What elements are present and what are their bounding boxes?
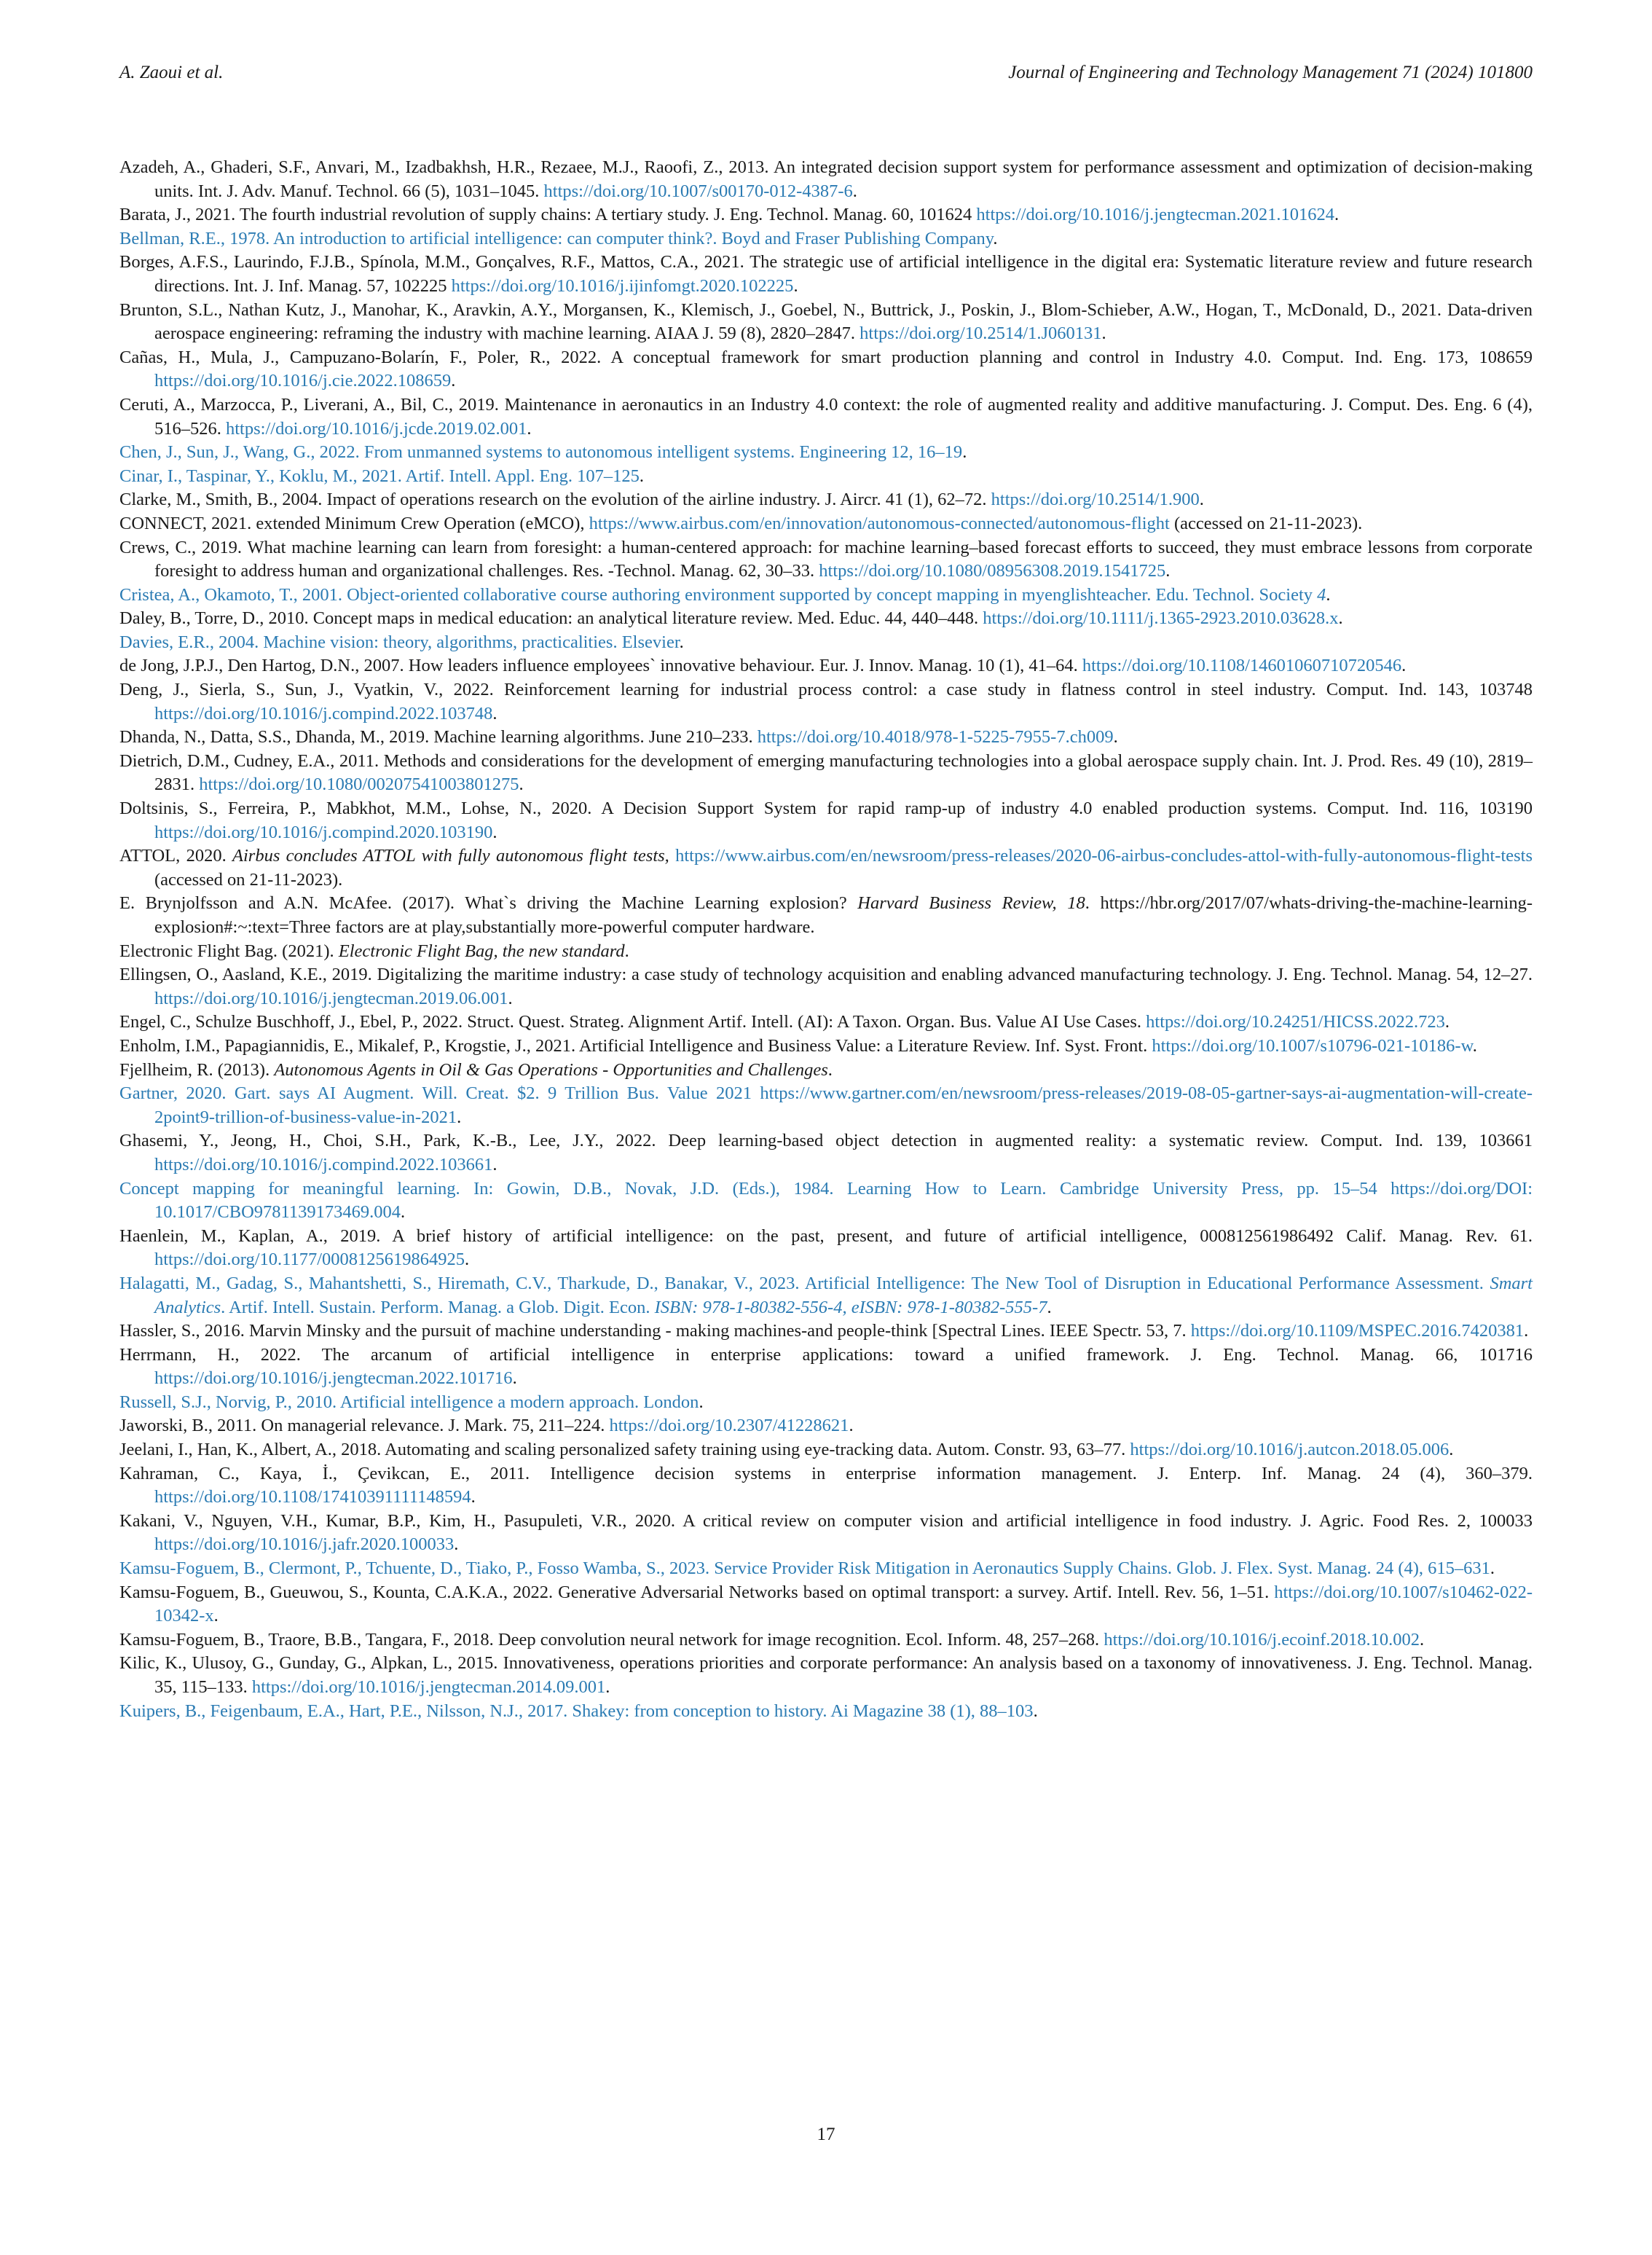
doi-link[interactable]: https://doi.org/10.1016/j.jengtecman.2022.101716 <box>154 1368 513 1389</box>
reference-entry[interactable] <box>119 1082 1533 1129</box>
reference-text: . <box>512 1368 517 1389</box>
reference-text: Cinar, I., Taspinar, Y., Koklu, M., 2021. Artif. Intell. Appl. Eng. 107–125 <box>119 466 640 486</box>
reference-text: Herrmann, H., 2022. The arcanum of artificial intelligence in enterprise applications: toward a unified framework. J. Eng. Technol. Manag. 66, 101716 <box>119 1344 1533 1365</box>
doi-link[interactable]: https://doi.org/10.4018/978-1-5225-7955-7.ch009 <box>757 727 1114 748</box>
end-punctuation: . <box>401 1202 406 1223</box>
doi-link[interactable]: https://doi.org/10.1177/0008125619864925 <box>154 1250 465 1270</box>
reference-text: . <box>1199 490 1204 510</box>
reference-entry <box>119 1414 1533 1438</box>
italic-text: ISBN: 978-1-80382-556-4, eISBN: 978-1-80382-555-7 <box>654 1297 1047 1317</box>
reference-text: . <box>1472 1035 1477 1056</box>
reference-text: (accessed on 21-11-2023). <box>1169 513 1363 533</box>
reference-text: de Jong, J.P.J., Den Hartog, D.N., 2007. How leaders influence employees` innovative behaviour. Eur. J. Innov. Manag. 10 (1), 41–64. <box>119 656 1082 676</box>
reference-text: Dietrich, D.M., Cudney, E.A., 2011. Methods and considerations for the development of emerging manufacturing technologies into a global aerospace supply chain. Int. J. Prod. Res. 49 (10), 2819–2831. <box>119 750 1533 795</box>
reference-entry[interactable] <box>119 441 1533 465</box>
reference-entry <box>119 797 1533 844</box>
reference-text: Ceruti, A., Marzocca, P., Liverani, A., Bil, C., 2019. Maintenance in aeronautics in an Industry 4.0 context: the role of augmented reality and additive manufacturing. J. Comput. Des. Eng. 6 (4), 516–526. <box>119 394 1533 439</box>
reference-text: Bellman, R.E., 1978. An introduction to artificial intelligence: can computer think?. Boyd and Fraser Publishing Company <box>119 228 994 248</box>
reference-text: . <box>527 418 532 439</box>
reference-text: . <box>519 774 524 795</box>
reference-text: . <box>793 275 798 296</box>
doi-link[interactable]: https://doi.org/10.1016/j.ecoinf.2018.10.002 <box>1104 1629 1420 1650</box>
reference-text: Dhanda, N., Datta, S.S., Dhanda, M., 2019. Machine learning algorithms. June 210–233. <box>119 727 758 748</box>
reference-text: Engel, C., Schulze Buschhoff, J., Ebel, P., 2022. Struct. Quest. Strateg. Alignment Artif. Intell. (AI): A Taxon. Organ. Bus. Value AI Use Cases. <box>119 1012 1146 1032</box>
reference-entry <box>119 536 1533 584</box>
reference-text: E. Brynjolfsson and A.N. McAfee. (2017). What`s driving the Machine Learning explosion? <box>119 893 858 914</box>
reference-text: . <box>1449 1440 1454 1460</box>
end-punctuation: . <box>679 632 684 652</box>
reference-text: Haenlein, M., Kaplan, A., 2019. A brief history of artificial intelligence: on the past, present, and future of artificial intelligence, 000812561986492 Calif. Manag. Rev. 61. <box>119 1225 1533 1246</box>
doi-link[interactable]: https://doi.org/10.2514/1.900 <box>991 490 1200 510</box>
reference-text: Fjellheim, R. (2013). <box>119 1059 275 1080</box>
reference-text: Cristea, A., Okamoto, T., 2001. Object-oriented collaborative course authoring environment supported by concept mapping in myenglishteacher. Edu. Technol. Society <box>119 584 1318 605</box>
reference-text: Enholm, I.M., Papagiannidis, E., Mikalef, P., Krogstie, J., 2021. Artificial Intelligence and Business Value: a Literature Review. Inf. Syst. Front. <box>119 1035 1152 1056</box>
reference-text: . <box>492 1154 497 1174</box>
reference-text: Electronic Flight Bag. (2021). <box>119 941 339 961</box>
reference-entry <box>119 844 1533 892</box>
doi-link[interactable]: https://doi.org/10.1108/17410391111148594 <box>154 1487 471 1507</box>
reference-text: . <box>1444 1012 1450 1032</box>
reference-text: . <box>508 988 513 1008</box>
reference-text: Doltsinis, S., Ferreira, P., Mabkhot, M.M., Lohse, N., 2020. A Decision Support System for rapid ramp-up of industry 4.0 enabled production systems. Comput. Ind. 116, 103190 <box>119 799 1533 819</box>
reference-entry <box>119 1059 1533 1083</box>
reference-entry[interactable] <box>119 465 1533 489</box>
reference-text: Kilic, K., Ulusoy, G., Gunday, G., Alpkan, L., 2015. Innovativeness, operations priorities and corporate performance: An analysis based on a taxonomy of innovativeness. J. Eng. Technol. Manag. 35, 115–133. <box>119 1653 1533 1697</box>
doi-link[interactable]: https://doi.org/10.1109/MSPEC.2016.7420381 <box>1190 1321 1525 1341</box>
reference-text: Cañas, H., Mula, J., Campuzano-Bolarín, F., Poler, R., 2022. A conceptual framework for smart production planning and control in Industry 4.0. Comput. Ind. Eng. 173, 108659 <box>119 347 1533 367</box>
doi-link[interactable]: https://doi.org/10.1016/j.compind.2022.103661 <box>154 1154 493 1174</box>
reference-text: . <box>1338 608 1343 629</box>
reference-text: . <box>605 1677 610 1697</box>
reference-entry[interactable] <box>119 1272 1533 1319</box>
reference-text: . <box>1420 1629 1425 1650</box>
reference-entry <box>119 203 1533 227</box>
doi-link[interactable]: https://doi.org/10.1016/j.ijinfomgt.2020.102225 <box>451 275 794 296</box>
end-punctuation: . <box>1490 1558 1495 1579</box>
reference-text: . <box>849 1416 854 1436</box>
reference-entry <box>119 299 1533 346</box>
reference-entry <box>119 963 1533 1011</box>
reference-text: Russell, S.J., Norvig, P., 2010. Artificial intelligence a modern approach. London <box>119 1392 699 1412</box>
italic-text: Airbus concludes ATTOL with fully autonomous flight tests, <box>232 846 669 866</box>
reference-text: CONNECT, 2021. extended Minimum Crew Operation (eMCO), <box>119 513 589 533</box>
running-header <box>119 61 1533 90</box>
reference-text: Gartner, 2020. Gart. says AI Augment. Will. Creat. $2. 9 Trillion Bus. Value 2021 https://www.gartner.com/en/newsroom/press-releases/2019-08-05-gartner-says-ai-augmentation-will-create-2point9-trillion-of-business-value-in-2021 <box>119 1083 1533 1127</box>
doi-link[interactable]: https://doi.org/10.1080/00207541003801275 <box>199 774 519 795</box>
reference-text: Kuipers, B., Feigenbaum, E.A., Hart, P.E., Nilsson, N.J., 2017. Shakey: from conception to history. Ai Magazine 38 (1), 88–103 <box>119 1701 1034 1721</box>
reference-entry[interactable] <box>119 631 1533 655</box>
doi-link[interactable]: https://doi.org/10.1016/j.jengtecman.2019.06.001 <box>154 988 508 1008</box>
reference-entry <box>119 1319 1533 1344</box>
reference-text: . <box>1113 727 1118 748</box>
reference-entry[interactable] <box>119 1391 1533 1415</box>
reference-text: . <box>492 703 497 723</box>
reference-text: Crews, C., 2019. What machine learning can learn from foresight: a human-centered approach: for machine learning–based forecast efforts to succeed, they must embrace lessons from corporate foresight to address human and organizational challenges. Res. -Technol. Manag. 62, 30–33. <box>119 537 1533 581</box>
doi-link[interactable]: https://doi.org/10.1016/j.compind.2020.103190 <box>154 822 493 842</box>
reference-text: Halagatti, M., Gadag, S., Mahantshetti, S., Hiremath, C.V., Tharkude, D., Banakar, V., 2023. Artificial Intelligence: The New Tool of Disruption in Educational Performance Assessment. <box>119 1273 1490 1293</box>
doi-link[interactable]: https://doi.org/10.1080/08956308.2019.1541725 <box>819 561 1166 581</box>
reference-text: Jeelani, I., Han, K., Albert, A., 2018. Automating and scaling personalized safety training using eye-tracking data. Autom. Constr. 93, 63–77. <box>119 1440 1130 1460</box>
reference-entry <box>119 1011 1533 1035</box>
italic-text: Harvard Business Review, 18 <box>857 893 1085 914</box>
reference-entry <box>119 156 1533 203</box>
reference-text: . <box>213 1606 219 1626</box>
reference-entry <box>119 251 1533 298</box>
reference-entry <box>119 1225 1533 1272</box>
doi-link[interactable]: https://doi.org/10.2514/1.J060131 <box>860 323 1102 344</box>
reference-entry[interactable] <box>119 1557 1533 1581</box>
page-number: 17 <box>817 2125 835 2144</box>
reference-text: . Artif. Intell. Sustain. Perform. Manag. a Glob. Digit. Econ. <box>221 1297 655 1317</box>
reference-text: . <box>827 1059 833 1080</box>
reference-entry <box>119 346 1533 393</box>
reference-text: . <box>454 1534 459 1555</box>
reference-entry <box>119 1344 1533 1391</box>
reference-text: Concept mapping for meaningful learning. In: Gowin, D.B., Novak, J.D. (Eds.), 1984. Learning How to Learn. Cambridge University Press, pp. 15–54 https://doi.org/DOI: 10.1017/CBO9781139173469.004 <box>119 1178 1533 1223</box>
reference-entry[interactable] <box>119 584 1533 608</box>
reference-entry[interactable] <box>119 227 1533 251</box>
reference-entry <box>119 892 1533 939</box>
doi-link[interactable]: https://doi.org/10.1016/j.jcde.2019.02.001 <box>226 418 527 439</box>
end-punctuation: . <box>993 228 998 248</box>
reference-entry <box>119 1510 1533 1557</box>
reference-text: . <box>1524 1321 1529 1341</box>
reference-text: . <box>492 822 497 842</box>
doi-link[interactable]: https://doi.org/10.1111/j.1365-2923.2010.03628.x <box>983 608 1339 629</box>
reference-text: Chen, J., Sun, J., Wang, G., 2022. From unmanned systems to autonomous intelligent systems. Engineering 12, 16–19 <box>119 442 963 463</box>
reference-entry <box>119 1581 1533 1628</box>
reference-entry <box>119 726 1533 750</box>
doi-link[interactable]: https://doi.org/10.1007/s10462-022-10342-x <box>154 1582 1533 1626</box>
reference-entry <box>119 654 1533 678</box>
reference-text: (accessed on 21-11-2023). <box>154 869 343 890</box>
reference-entry <box>119 1652 1533 1699</box>
end-punctuation: . <box>962 442 967 463</box>
end-punctuation: . <box>699 1392 704 1412</box>
doi-link[interactable]: https://doi.org/10.1016/j.jengtecman.2021.101624 <box>976 205 1334 225</box>
reference-text: Kakani, V., Nguyen, V.H., Kumar, B.P., Kim, H., Pasupuleti, V.R., 2020. A critical review on computer vision and artificial intelligence in food industry. J. Agric. Food Res. 2, 100033 <box>119 1510 1533 1531</box>
reference-text: . <box>1401 656 1407 676</box>
reference-entry <box>119 512 1533 536</box>
doi-link[interactable]: https://doi.org/10.1016/j.autcon.2018.05.006 <box>1130 1440 1450 1460</box>
doi-link[interactable]: https://doi.org/10.1016/j.jengtecman.2014.09.001 <box>251 1677 606 1697</box>
italic-text: Autonomous Agents in Oil & Gas Operations - Opportunities and Challenges <box>274 1059 828 1080</box>
doi-link[interactable]: https://doi.org/10.1016/j.jafr.2020.100033 <box>154 1534 455 1555</box>
reference-entry <box>119 940 1533 964</box>
reference-text: Davies, E.R., 2004. Machine vision: theory, algorithms, practicalities. Elsevier <box>119 632 680 652</box>
reference-text: Barata, J., 2021. The fourth industrial revolution of supply chains: A tertiary study. J. Eng. Technol. Manag. 60, 101624 <box>119 205 977 225</box>
reference-entry <box>119 1462 1533 1510</box>
reference-text: . <box>465 1250 470 1270</box>
reference-text: Borges, A.F.S., Laurindo, F.J.B., Spínola, M.M., Gonçalves, R.F., Mattos, C.A., 2021. The strategic use of artificial intelligence in the digital era: Systematic literature review and future research directions. Int. J. Inf. Manag. 57, 102225 <box>119 252 1533 296</box>
reference-entry <box>119 1438 1533 1462</box>
italic-text: 4 <box>1317 584 1326 605</box>
end-punctuation: . <box>1033 1701 1038 1721</box>
reference-entry[interactable] <box>119 1700 1533 1724</box>
header-authors: A. Zaoui et al. <box>119 63 224 82</box>
reference-text: Daley, B., Torre, D., 2010. Concept maps in medical education: an analytical literature review. Med. Educ. 44, 440–448. <box>119 608 983 629</box>
doi-link[interactable]: https://doi.org/10.1016/j.compind.2022.103748 <box>154 703 493 723</box>
reference-entry <box>119 393 1533 441</box>
reference-text: . <box>1165 561 1171 581</box>
reference-text: Deng, J., Sierla, S., Sun, J., Vyatkin, V., 2022. Reinforcement learning for industrial process control: a case study in flatness control in steel industry. Comput. Ind. 143, 103748 <box>119 680 1533 700</box>
reference-text: . <box>624 941 629 961</box>
reference-text: Kamsu-Foguem, B., Clermont, P., Tchuente, D., Tiako, P., Fosso Wamba, S., 2023. Service Provider Risk Mitigation in Aeronautics Supply Chains. Glob. J. Flex. Syst. Manag. 24 (4), 615–631 <box>119 1558 1490 1579</box>
doi-link[interactable]: https://doi.org/10.24251/HICSS.2022.723 <box>1146 1012 1445 1032</box>
end-punctuation: . <box>457 1107 462 1127</box>
reference-entry <box>119 1035 1533 1059</box>
doi-link[interactable]: https://doi.org/10.1016/j.cie.2022.108659 <box>154 371 452 391</box>
reference-text: Ellingsen, O., Aasland, K.E., 2019. Digitalizing the maritime industry: a case study of technology acquisition and enabling advanced manufacturing technology. J. Eng. Technol. Manag. 54, 12–27. <box>119 965 1533 985</box>
doi-link[interactable]: https://www.airbus.com/en/innovation/autonomous-connected/autonomous-flight <box>589 513 1170 533</box>
doi-link[interactable]: https://doi.org/10.1108/14601060710720546 <box>1082 656 1402 676</box>
reference-entry <box>119 488 1533 512</box>
reference-text: Hassler, S., 2016. Marvin Minsky and the pursuit of machine understanding - making machines-and people-think [Spectral Lines. IEEE Spectr. 53, 7. <box>119 1321 1191 1341</box>
reference-text: Kamsu-Foguem, B., Traore, B.B., Tangara, F., 2018. Deep convolution neural network for image recognition. Ecol. Inform. 48, 257–268. <box>119 1629 1104 1650</box>
italic-text: Electronic Flight Bag, the new standard <box>338 941 625 961</box>
reference-text: Azadeh, A., Ghaderi, S.F., Anvari, M., Izadbakhsh, H.R., Rezaee, M.J., Raoofi, Z., 2013. An integrated decision support system for performance assessment and optimization of decision-making units. Int. J. Adv. Manuf. Technol. 66 (5), 1031–1045. <box>119 157 1533 201</box>
reference-text: Kahraman, C., Kaya, İ., Çevikcan, E., 2011. Intelligence decision systems in enterprise information management. J. Enterp. Inf. Manag. 24 (4), 360–379. <box>119 1463 1533 1483</box>
reference-text: Kamsu-Foguem, B., Gueuwou, S., Kounta, C.A.K.A., 2022. Generative Adversarial Networks based on optimal transport: a survey. Artif. Intell. Rev. 56, 1–51. <box>119 1582 1275 1602</box>
reference-text: . <box>1334 205 1340 225</box>
doi-link[interactable]: https://www.airbus.com/en/newsroom/press-releases/2020-06-airbus-concludes-attol-with-fully-autonomous-flight-tests <box>675 846 1533 866</box>
reference-entry <box>119 1628 1533 1652</box>
end-punctuation: . <box>1326 584 1331 605</box>
reference-text: ATTOL, 2020. <box>119 846 233 866</box>
header-journal-citation: Journal of Engineering and Technology Management 71 (2024) 101800 <box>1008 63 1533 82</box>
reference-text: Brunton, S.L., Nathan Kutz, J., Manohar, K., Aravkin, A.Y., Morgansen, K., Klemisch, J., Goebel, N., Buttrick, J., Poskin, J., Blom-Schieber, A.W., Hogan, T., McDonald, D., 2021. Data-driven aerospace engineering: reframing the industry with machine learning. AIAA J. 59 (8), 2820–2847. <box>119 299 1533 344</box>
italic-text: Smart Analytics <box>154 1273 1533 1317</box>
end-punctuation: . <box>639 466 644 486</box>
end-punctuation: . <box>1047 1297 1052 1317</box>
reference-text: . <box>852 181 857 201</box>
reference-entry <box>119 607 1533 631</box>
reference-list <box>119 156 1533 1723</box>
reference-text: . <box>471 1487 476 1507</box>
reference-entry[interactable] <box>119 1177 1533 1225</box>
reference-text: Clarke, M., Smith, B., 2004. Impact of operations research on the evolution of the airline industry. J. Aircr. 41 (1), 62–72. <box>119 490 991 510</box>
reference-entry <box>119 678 1533 726</box>
doi-link[interactable]: https://doi.org/10.2307/41228621 <box>609 1416 849 1436</box>
reference-text: Jaworski, B., 2011. On managerial relevance. J. Mark. 75, 211–224. <box>119 1416 610 1436</box>
reference-text: . <box>1101 323 1106 344</box>
reference-entry <box>119 750 1533 797</box>
reference-text: . https://hbr.org/2017/07/whats-driving-the-machine-learning-explosion#:~:text=Three factors are at play,substantially more-powerful computer hardware. <box>154 893 1533 937</box>
reference-text: . <box>451 371 456 391</box>
doi-link[interactable]: https://doi.org/10.1007/s10796-021-10186-w <box>1152 1035 1473 1056</box>
reference-entry <box>119 1129 1533 1177</box>
reference-text: Ghasemi, Y., Jeong, H., Choi, S.H., Park, K.-B., Lee, J.Y., 2022. Deep learning-based object detection in augmented reality: a systematic review. Comput. Ind. 139, 103661 <box>119 1131 1533 1151</box>
doi-link[interactable]: https://doi.org/10.1007/s00170-012-4387-6 <box>543 181 853 201</box>
reference-text <box>669 846 675 866</box>
